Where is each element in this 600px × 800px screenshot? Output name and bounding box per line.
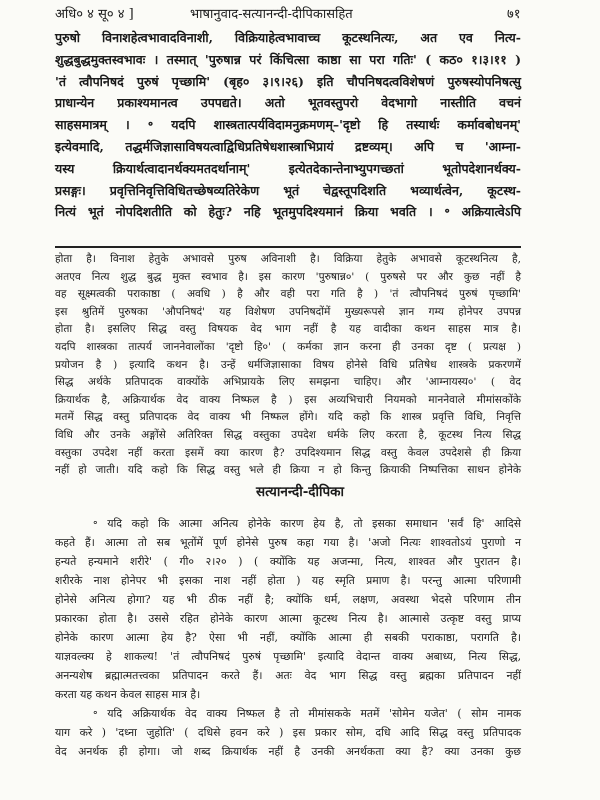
text-line: पुरुषो विनाशहेत्वभावादविनाशी, विक्रियाहेत्वभावाच्च कूटस्थनित्यः, अत एव नित्य- — [55, 30, 521, 45]
text-line: अनन्यशेष ब्रह्मात्मतत्त्वका प्रतिपादन करते हैं। अतः वेद भाग सिद्ध वस्तु ब्रह्मका प्रतिपादन नहीं — [55, 669, 521, 682]
text-line: होता है। इसलिए सिद्ध वस्तु विषयक वेद भाग नहीं है यह वादीका कथन साहस मात्र है। — [55, 323, 521, 336]
text-line: ॰ यदि अक्रियार्थक वेद वाक्य निष्फल है तो मीमांसकके मतमें 'सोमेन यजेत' ( सोम नामक — [93, 707, 521, 720]
text-line: वह सूक्ष्मत्वकी पराकाष्ठा ( अवधि ) है और वही परा गति है ) 'तं त्वौपनिषदं पुरुषं पृच्छामि' — [55, 288, 521, 301]
text-line: नित्यं भूतं नोपदिशतीति को हेतुः? नहि भूतमुपदिश्यमानं क्रिया भवति । ॰ अक्रियात्वेऽपि — [55, 204, 521, 220]
text-line: मतमें सिद्ध वस्तु प्रतिपादक वेद वाक्य भी निष्फल होंगे। यदि कहो कि शास्त्र प्रवृत्ति विधि, निवृत्ति — [55, 411, 521, 424]
text-line: प्रकारका होता है। उससे रहित होनेके कारण आत्मा कूटस्थ नित्य है। आत्मासे उत्कृष्ट वस्तु प्राप्य — [55, 612, 521, 625]
text-line: प्राधान्येन प्रकाश्यमानत्व उपपद्यते। अतो भूतवस्तुपरो वेदभागो नास्तीति वचनं — [55, 95, 521, 111]
text-line: प्रयोजन है ) इत्यादि कथन है। उन्हें धर्मजिज्ञासाका विषय होनेसे विधि प्रतिषेध शास्त्रके प्रकरणमें — [55, 358, 521, 371]
text-line: होनेके कारण आत्मा हेय है? ऐसा भी नहीं, क्योंकि आत्मा ही सबकी पराकाष्ठा, परागति है। — [55, 631, 521, 644]
sanskrit-bhashya-text — [55, 27, 521, 223]
text-line: होनेसे अनित्य होगा? यह भी ठीक नहीं है; क्योंकि धर्म, लक्षण, अवस्था भेदसे परिणाम तीन — [55, 593, 521, 606]
running-title: भाषानुवाद-सत्यानन्दी-दीपिकासहित — [190, 7, 353, 22]
text-line: शरीरके नाश होनेपर भी इसका नाश नहीं होता ) यह स्मृति प्रमाण है। परन्तु आत्मा परिणामी — [55, 574, 521, 587]
text-line: प्रसङ्गः। प्रवृत्तिनिवृत्तिविधितच्छेषव्यतिरेकेण भूतं चेद्वस्तूपदिशति भव्यार्थत्वेन, कूटस्थ- — [55, 182, 521, 198]
text-line: याग करे ) 'दध्ना जुहोति' ( दधिसे हवन करे ) इस प्रकार सोम, दधि आदि सिद्ध वस्तु प्रतिपादक — [55, 726, 521, 739]
text-line: वेद अनर्थक ही होगा। जो शब्द क्रियार्थक नहीं है उनकी अनर्थकता क्या है? क्या उनका कुछ — [55, 745, 521, 758]
text-line: याज्ञवल्क्य हे शाकल्य! 'तं त्वौपनिषदं पुरुषं पृच्छामि' इत्यादि वेदान्त वाक्य अबाध्य, नित्य सिद्ध, — [55, 650, 521, 663]
text-line: साहसमात्रम् । ॰ यदपि शास्त्रतात्पर्यविदामनुक्रमणम्–'दृष्टो हि तस्यार्थः कर्मावबोधनम्' — [55, 117, 521, 133]
text-line: 'तं त्वौपनिषदं पुरुषं पृच्छामि' (बृह० ३।९।२६) इति चौपनिषदत्वविशेषणं पुरुषस्योपनिषत्सु — [55, 73, 521, 89]
text-line: होता है। विनाश हेतुके अभावसे पुरुष अविनाशी है। विक्रिया हेतुके अभावसे कूटस्थनित्य है, — [55, 253, 521, 265]
hindi-translation-text — [55, 251, 521, 480]
text-line: विधि और उनके अङ्गोंसे अतिरिक्त सिद्ध वस्तुका उपदेश धर्मके लिए करता है, कूटस्थ नित्य सिद्ध — [55, 428, 521, 441]
text-line: सिद्ध अर्थके प्रतिपादक वाक्योंके अभिप्रायके लिए समझना चाहिए। और 'आम्नायस्य०' ( वेद — [55, 376, 521, 389]
text-line: इत्येवमादि, तद्धर्मजिज्ञासाविषयत्वाद्विधिप्रतिषेधशास्त्राभिप्रायं द्रष्टव्यम्। अपि च 'आम्ना- — [55, 138, 521, 154]
text-line: अतएव नित्य शुद्ध बुद्ध मुक्त स्वभाव है। इस कारण 'पुरुषान्न०' ( पुरुषसे पर और कुछ नहीं है — [55, 270, 521, 283]
text-line: शुद्धबुद्धमुक्तस्वभावः । तस्मात् 'पुरुषान्न परं किंचित्सा काष्ठा सा परा गतिः' ( कठ० १।३।११ ) — [55, 51, 521, 67]
section-reference: अधि० ४ सू० ४ ] — [55, 7, 134, 22]
dipika-commentary-text — [55, 514, 521, 761]
text-line: यस्य क्रियार्थत्वादानर्थक्यमतदर्थानाम्' इत्येतदेकान्तेनाभ्युपगच्छतां भूतोपदेशानर्थक्य- — [55, 160, 521, 176]
text-line: क्रियार्थक है, अक्रियार्थक वेद वाक्य निष्फल है ) इस अव्यभिचारी नियमको माननेवाले मीमांसकोंके — [55, 393, 521, 406]
text-line: करता यह कथन केवल साहस मात्र है। — [55, 688, 201, 701]
text-line: हन्यते हन्यमाने शरीरे' ( गी० २।२० ) ( क्योंकि यह अजन्मा, नित्य, शाश्वत और पुरातन है। — [55, 555, 521, 568]
page-number: ७१ — [507, 7, 521, 22]
text-line: वस्तुका उपदेश नहीं करता इसमें क्या कारण है? उपदिश्यमान सिद्ध वस्तु केवल उपदेशसे ही क्रिया — [55, 446, 521, 459]
text-line: यदपि शास्त्रका तात्पर्य जाननेवालोंका 'दृष्टो हि०' ( कर्मका ज्ञान करना ही उनका दृष्ट ( प्रत्यक्ष ) — [55, 340, 521, 353]
dipika-heading: सत्यानन्दी-दीपिका — [256, 484, 344, 500]
text-line: कहते हैं। आत्मा तो सब भूतोंमें पूर्ण होनेसे पुरुष कहा गया है। 'अजो नित्यः शाश्वतोऽयं पुराणो न — [55, 536, 521, 549]
section-divider — [55, 246, 521, 248]
text-line: नहीं हो जाती। यदि कहो कि सिद्ध वस्तु भले ही क्रिया न हो किन्तु क्रियाकी निष्पत्तिका साधन होनेके — [55, 464, 521, 477]
text-line: ॰ यदि कहो कि आत्मा अनित्य होनेके कारण हेय है, तो इसका समाधान 'सर्वं हि' आदिसे — [93, 517, 521, 530]
text-line: इस श्रुतिमें पुरुषका 'औपनिषदं' यह विशेषण उपनिषदोंमें मुख्यरूपसे ज्ञान गम्य होनेपर उपपन्न — [55, 305, 521, 318]
